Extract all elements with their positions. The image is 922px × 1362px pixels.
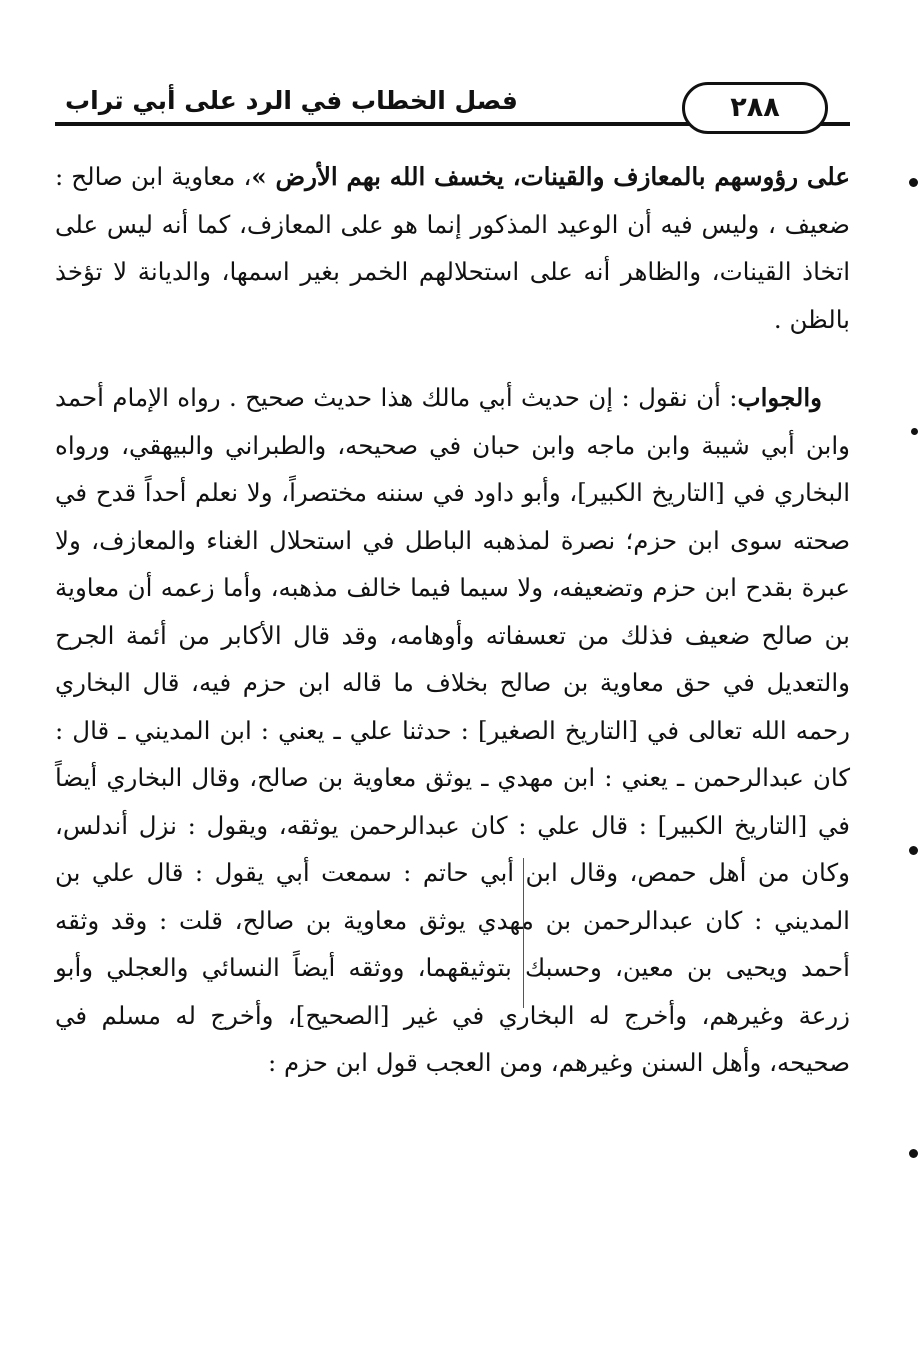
paragraph-2-text: : أن نقول : إن حديث أبي مالك هذا حديث صحيح . رواه الإمام أحمد وابن أبي شيبة وابن ماجه وابن حبان في صحيحه، والطبراني والبيهقي، ورواه البخاري في [التاريخ الكبير]، وأبو داود في سننه مختصراً، ولا نعلم أحداً قدح في صحته سوى ابن حزم؛ نصرة لمذهبه الباطل في استحلال الغناء والمعازف، ولا عبرة بقدح ابن حزم وتضعيفه، ولا سيما فيما خالف مذهبه، وأما زعمه أن معاوية بن صالح ضعيف فذلك من تعسفاته وأوهامه، وقد قال الأكابر من أئمة الجرح والتعديل في حق معاوية بن صالح بخلاف ما قاله ابن حزم فيه، قال البخاري رحمه الله تعالى في [التاريخ الصغير] : حدثنا علي ـ يعني : ابن المديني ـ قال : كان عبدالرحمن ـ يعني : ابن مهدي ـ يوثق معاوية بن صالح، وقال البخاري أيضاً في [التاريخ الكبير] : قال علي : كان عبدالرحمن يوثقه، ويقول : نزل أندلس، وكان من أهل حمص، وقال ابن أبي حاتم : سمعت أبي يقول : قال علي بن المديني : كان عبدالرحمن بن مهدي يوثق معاوية بن صالح، قلت : وقد وثقه أحمد ويحيى بن معين، وحسبك بتوثيقهما، ووثقه أيضاً النسائي والعجلي وأبو زرعة وغيرهم، وأخرج له البخاري في غير [الصحيح]، وأخرج له مسلم في صحيحه، وأهل السنن وغيرهم، ومن العجب قول ابن حزم : xyxy=(55,383,850,1077)
margin-mark xyxy=(909,1149,918,1158)
body-text xyxy=(55,153,850,1087)
paragraph-2 xyxy=(55,374,850,1087)
paragraph-1 xyxy=(55,153,850,343)
page-header xyxy=(55,68,850,128)
margin-mark xyxy=(909,178,918,187)
margin-mark xyxy=(909,846,918,855)
answer-label: والجواب xyxy=(737,383,822,412)
scan-artifact-line xyxy=(523,858,524,1008)
paragraph-1-bold-quote: على رؤوسهم بالمعازف والقينات، يخسف الله بهم الأرض » xyxy=(251,162,850,191)
page-number-badge: ٢٨٨ xyxy=(682,82,828,134)
running-title: فصل الخطاب في الرد على أبي تراب xyxy=(65,86,518,115)
paragraph-1-text: ، معاوية ابن صالح : ضعيف ، وليس فيه أن الوعيد المذكور إنما هو على المعازف، كما أنه ليس على اتخاذ القينات، والظاهر أنه على استحلالهم الخمر بغير اسمها، والديانة لا تؤخذ بالظن . xyxy=(55,162,850,334)
margin-mark xyxy=(911,428,918,435)
